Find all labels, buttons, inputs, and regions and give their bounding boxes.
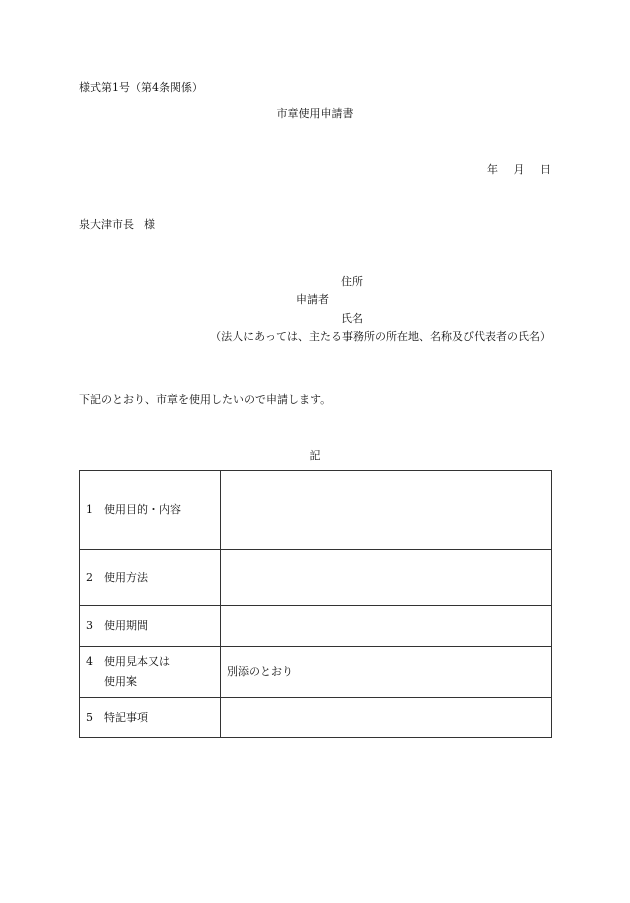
row-value[interactable] <box>221 606 552 647</box>
row-value[interactable]: 別添のとおり <box>221 647 552 698</box>
row-label <box>80 550 221 606</box>
ki-heading: 記 <box>309 449 321 462</box>
table-row <box>80 471 552 550</box>
date-month: 月 <box>513 163 525 176</box>
row-label-text: 使用目的・内容 <box>104 503 181 516</box>
document-title: 市章使用申請書 <box>276 107 354 120</box>
table-row <box>80 550 552 606</box>
recipient-honorific: 様 <box>144 218 155 231</box>
row-label <box>80 647 221 698</box>
row-label-text-line2: 使用案 <box>104 675 137 688</box>
address-label: 住所 <box>341 275 363 288</box>
row-label-line <box>86 652 220 672</box>
table-row <box>80 606 552 647</box>
row-label-text: 使用期間 <box>104 619 148 632</box>
row-value[interactable] <box>221 471 552 550</box>
date-day: 日 <box>540 163 551 176</box>
table-row <box>80 698 552 738</box>
row-value[interactable] <box>221 698 552 738</box>
row-number: 1 <box>86 503 93 516</box>
name-label: 氏名 <box>341 312 363 325</box>
row-label-text: 特記事項 <box>104 710 148 724</box>
table-row <box>80 647 552 698</box>
row-value[interactable] <box>221 550 552 606</box>
row-label-text: 使用見本又は <box>104 655 170 668</box>
details-table <box>79 470 552 738</box>
row-label <box>80 471 221 550</box>
date-year: 年 <box>487 163 498 176</box>
row-number: 2 <box>86 570 93 584</box>
row-label <box>80 606 221 647</box>
date-line <box>475 163 551 177</box>
row-number: 3 <box>86 619 93 632</box>
form-number: 様式第1号（第4条関係） <box>79 81 203 94</box>
row-label <box>80 698 221 738</box>
recipient-name: 泉大津市長 <box>79 218 134 231</box>
row-label-text: 使用方法 <box>104 570 148 584</box>
row-number: 5 <box>86 710 93 724</box>
recipient <box>79 218 155 232</box>
applicant-label: 申請者 <box>296 293 329 306</box>
row-number: 4 <box>86 655 93 668</box>
request-statement: 下記のとおり、市章を使用したいので申請します。 <box>79 393 332 406</box>
corporate-note: （法人にあっては、主たる事務所の所在地、名称及び代表者の氏名） <box>210 330 551 343</box>
